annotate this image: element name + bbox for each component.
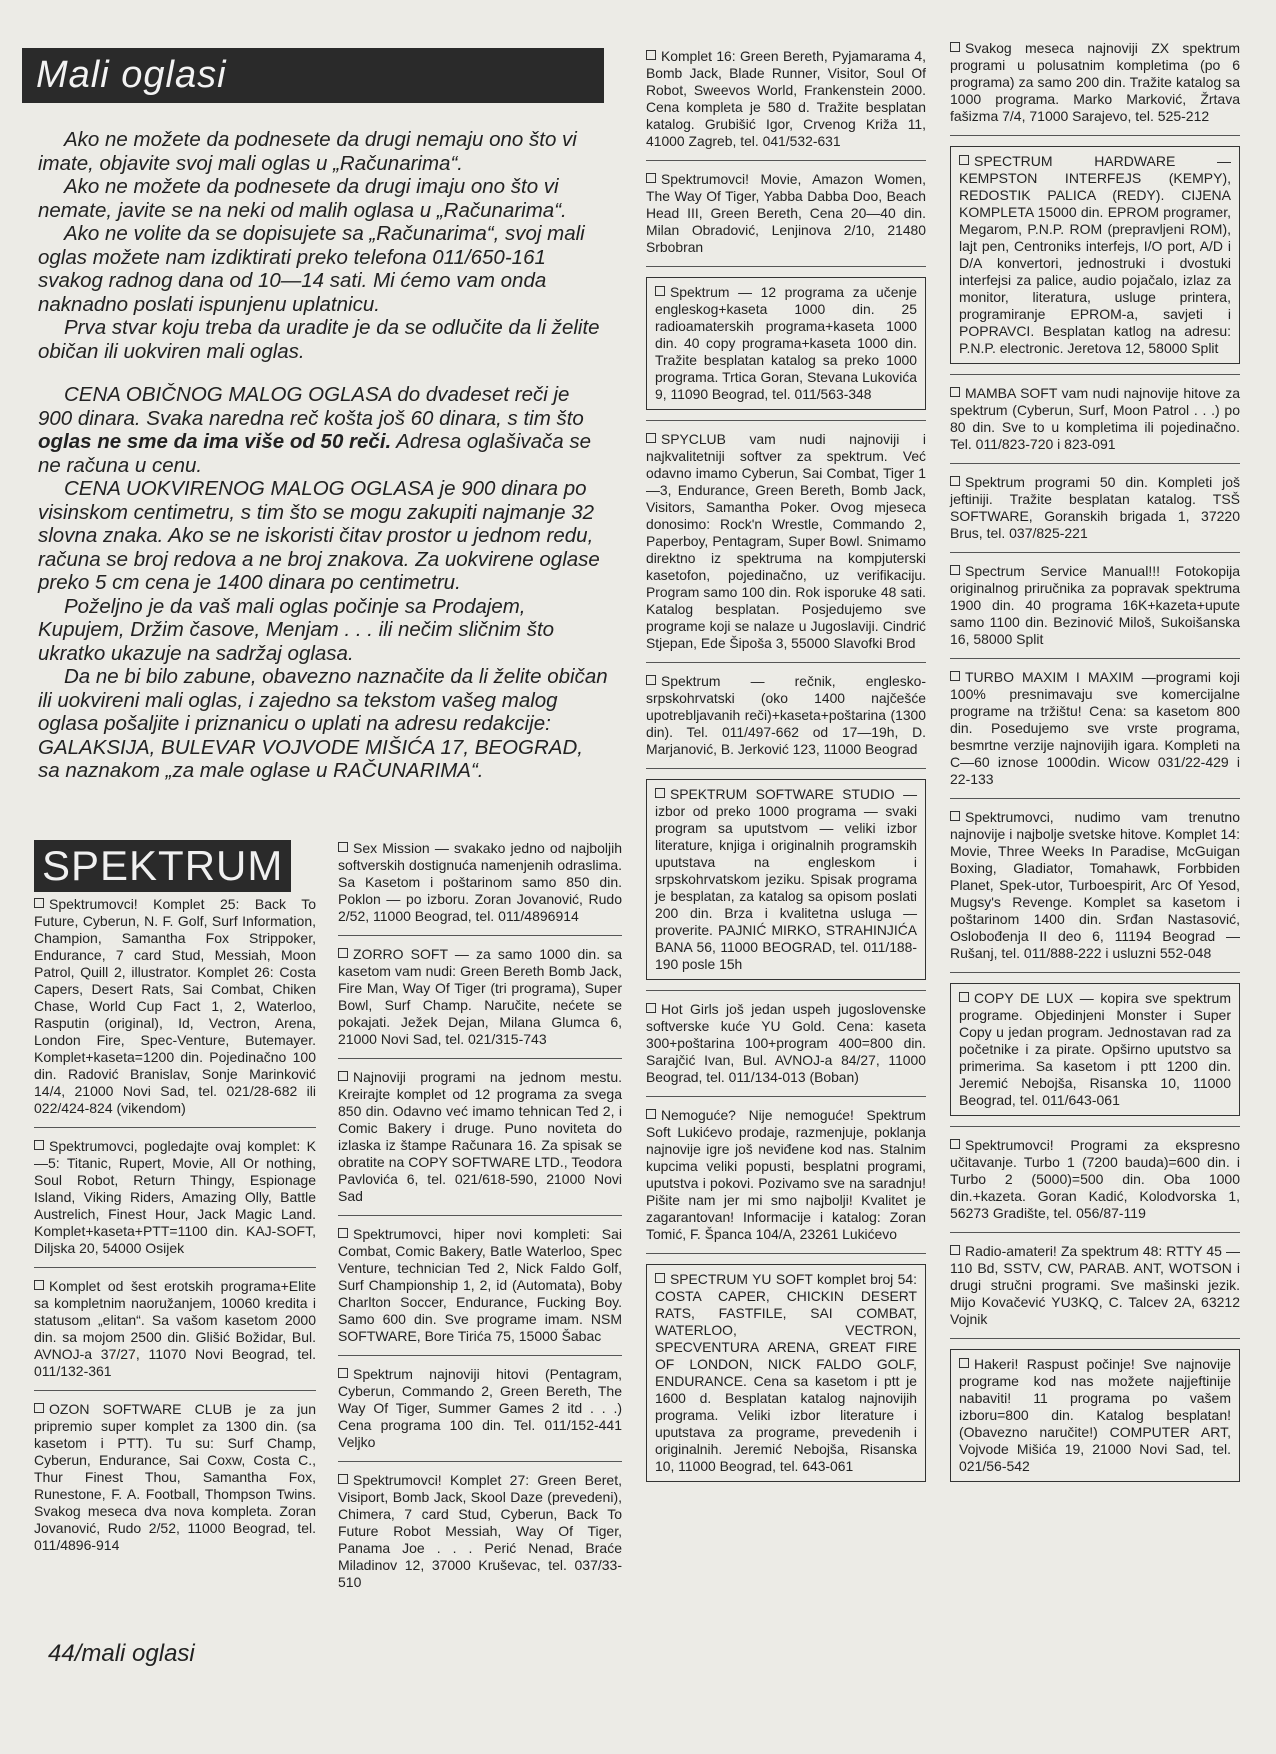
bullet-square-icon <box>338 842 348 852</box>
bullet-square-icon <box>34 1140 44 1150</box>
bullet-square-icon <box>338 1071 348 1081</box>
ad-text: Komplet 16: Green Bereth, Pyjamarama 4, Bomb Jack, Blade Runner, Visitor, Soul Of Robot, Sweevos World, Frankenstein 2000. Cena kompleta je 580 d. Tražite besplatan katalog. Grubišić Igor, Crvenog Križa 11, 41000 Zagreb, tel. 041/532-631 <box>646 48 926 149</box>
classified-ad <box>950 474 1240 542</box>
ad-text: Spektrumovci! Komplet 25: Back To Future, Cyberun, N. F. Golf, Surf Information, Champion, Samantha Fox Strippoker, Endurance, 7 card Stud, Messiah, Moon Patrol, Quill 2, illustrator. Komplet 26: Costa Capers, Desert Rats, Sai Combat, Chiken Chase, World Cup Fact 1, 2, Waterloo, Rasputin (original), Id, Vectron, Arena, London Fire, Spec-Venture, Butemayer. Komplet+kaseta=1200 din. Pojedinačno 100 din. Radović Branislav, Sonje Marinković 14/4, 21000 Novi Sad, tel. 021/28-682 ili 022/424-824 (vikendom) <box>34 896 316 1116</box>
bullet-square-icon <box>646 50 656 60</box>
intro-paragraph: Prva stvar koju treba da uradite je da se odlučite da li želite običan ili uokviren mali oglas. <box>38 316 600 363</box>
bullet-square-icon <box>338 1228 348 1238</box>
ad-text: Hot Girls još jedan uspeh jugoslovenske softverske kuće YU Gold. Cena: kaseta 300+poštarina 100+program 400=800 din. Sarajčić Ivan, Bul. AVNOJ-a 84/27, 11000 Beograd, tel. 011/134-013 (Boban) <box>646 1001 926 1085</box>
ad-text: Spektrum — rečnik, englesko-srpskohrvatski (oko 1400 najčešće upotrebljavanih reči)+kaseta+poštarina (1300 din). Tel. 011/497-662 od 17—19h, D. Marjanović, B. Jerković 123, 11000 Beograd <box>646 673 926 757</box>
bullet-square-icon <box>646 173 656 183</box>
classified-ad-boxed <box>950 983 1240 1116</box>
header-section <box>22 48 604 103</box>
ad-text: SPECTRUM YU SOFT komplet broj 54: COSTA CAPER, CHICKIN DESERT RATS, FASTFILE, SAI COMBAT, WATERLOO, VECTRON, SPECVENTURA ARENA, GREAT FIRE OF LONDON, NICK FALDO GOLF, ENDURANCE. Cena sa kasetom i ptt je 1600 d. Besplatan katalog najnovijih programa. Veliki izbor literature i uputstava za programe, prevedenih i originalnih. Jeremić Nebojša, Risanska 10, 11000 Beograd, tel. 643-061 <box>655 1271 917 1474</box>
bullet-square-icon <box>959 992 969 1002</box>
bullet-square-icon <box>950 671 960 681</box>
bullet-square-icon <box>655 286 665 296</box>
bullet-square-icon <box>338 948 348 958</box>
classified-ad-boxed <box>646 1264 926 1482</box>
ad-divider <box>646 420 926 421</box>
bullet-square-icon <box>950 42 960 52</box>
ad-divider <box>338 1461 622 1462</box>
ad-text: Spektrum programi 50 din. Kompleti još jeftiniji. Tražite besplatan katalog. TSŠ SOFTWARE, Goranskih brigada 1, 37220 Brus, tel. 037/825-221 <box>950 474 1240 541</box>
intro-paragraph: Ako ne možete da podnesete da drugi imaju ono što vi nemate, javite se na neki od malih oglasa u „Računarima“. <box>38 175 567 222</box>
ad-text: Spektrumovci! Komplet 27: Green Beret, Visiport, Bomb Jack, Skool Daze (prevedeni), Chimera, 7 card Stud, Cyberun, Back To Future Robot Messiah, Way Of Tiger, Panama Joe . . . Perić Nenad, Braće Miladinov 12, 37000 Kruševac, tel. 037/33-510 <box>338 1472 622 1590</box>
ad-text: Spektrumovci! Programi za ekspresno učitavanje. Turbo 1 (7200 bauda)=600 din. i Turbo 2 (5000)=500 din. Oba 1000 din.+kazeta. Goran Kadić, Kolodvorska 1, 56273 Gradište, tel. 056/87-119 <box>950 1137 1240 1221</box>
classified-ad <box>950 40 1240 125</box>
classified-ad-boxed <box>646 277 926 410</box>
ad-text: Nemoguće? Nije nemoguće! Spektrum Soft Lukićevo prodaje, razmenjuje, poklanja najnovije igre još neviđene kod nas. Stalnim kupcima veliki popusti, besplatni programi, uputstva i pokovi. Pozivamo sve na saradnju! Pišite nam jer mi smo najbolji! Kvalitet je zagarantovan! Informacije i katalog: Zoran Tomić, F. Španca 104/A, 23261 Lukićevo <box>646 1107 926 1242</box>
ad-divider <box>34 1267 316 1268</box>
intro-paragraph: CENA UOKVIRENOG MALOG OGLASA je 900 dinara po visinskom centimetru, s tim što se mogu zakupiti najmanje 32 slovna znaka. Ako se ne iskoristi čitav prostor u jednom redu, računa se broj redova a ne broj znakova. Za uokvirene oglase preko 5 cm cena je 1400 dinara po centimetru. <box>38 477 600 594</box>
classified-ad <box>950 385 1240 453</box>
intro-paragraph: Poželjno je da vaš mali oglas počinje sa Prodajem, Kupujem, Držim časove, Menjam . . . ili nečim sličnim što ukratko ukazuje na sadržaj oglasa. <box>38 594 555 665</box>
intro-paragraph: Ako ne možete da podnesete da drugi nemaju ono što vi imate, objavite svoj mali oglas u „Računarima“. <box>38 128 577 175</box>
ad-divider <box>646 1253 926 1254</box>
ads-column-1 <box>34 896 316 1554</box>
bullet-square-icon <box>338 1474 348 1484</box>
bullet-square-icon <box>646 1003 656 1013</box>
ad-divider <box>34 1127 316 1128</box>
intro-price-bold: oglas ne sme da ima više od 50 reči. <box>38 430 392 453</box>
bullet-square-icon <box>950 811 960 821</box>
ad-text: Svakog meseca najnoviji ZX spektrum programi u polusatnim kompletima (po 6 programa) za samo 200 din. Tražite katalog sa 1000 programa. Marko Marković, Žrtava fašizma 7/4, 71000 Sarajevo, tel. 525-212 <box>950 40 1240 124</box>
classified-ad <box>646 171 926 256</box>
ad-divider <box>950 972 1240 973</box>
ad-divider <box>646 768 926 769</box>
ad-divider <box>338 1058 622 1059</box>
ad-divider <box>950 798 1240 799</box>
ad-text: Radio-amateri! Za spektrum 48: RTTY 45 — 110 Bd, SSTV, CW, PARAB. ANT, WOTSON i drugi stručni programi. Sve mašinski jezik. Mijo Kovačević YU3KQ, C. Talcev 2A, 63212 Vojnik <box>950 1243 1240 1327</box>
ad-divider <box>646 1096 926 1097</box>
ad-divider <box>338 1215 622 1216</box>
bullet-square-icon <box>950 476 960 486</box>
ad-text: Najnoviji programi na jednom mestu. Kreirajte komplet od 12 programa za svega 850 din. Odavno već imamo tehnican Ted 2, i Comic Bakery i druge. Puno noviteta do izlaska iz štampe Računara 16. Za spisak se obratite na COPY SOFTWARE LTD., Teodora Pavlovića 6, tel. 021/618-590, 21000 Novi Sad <box>338 1069 622 1204</box>
ad-text: Spectrum Service Manual!!! Fotokopija originalnog priručnika za popravak spektruma 1900 din. 40 programa 16K+kazeta+upute samo 1100 din. Bezinović Miloš, Sukoišanska 16, 58000 Split <box>950 563 1240 647</box>
bullet-square-icon <box>646 675 656 685</box>
bullet-square-icon <box>950 565 960 575</box>
page-footer: 44/mali oglasi <box>48 1640 195 1667</box>
ads-column-3 <box>646 48 926 1482</box>
classified-ad <box>338 946 622 1048</box>
ad-text: SPYCLUB vam nudi najnoviji i najkvalitetniji softver za spektrum. Već odavno imamo Cyberun, Sai Combat, Tiger 1—3, Endurance, Green Bereth, Bomb Jack, Visitors, Samantha Poker. Ovog mjeseca donosimo: Rock'n Wrestle, Commando 2, Paperboy, Pentagram, Super Bowl. Snimamo direktno iz spektruma na kompjuterski kasetofon, pojedinačno, uz verifikaciju. Program samo 100 din. Rok isporuke 48 sati. Katalog besplatan. Posjedujemo sve programe koji se nalaze u Jugoslaviji. Cindrić Stjepan, Ede Šipoša 3, 55000 Slavofki Brod <box>646 431 926 651</box>
classified-ad <box>646 1001 926 1086</box>
ad-divider <box>338 935 622 936</box>
ad-divider <box>338 1355 622 1356</box>
classified-ad <box>338 1069 622 1205</box>
ad-text: Sex Mission — svakako jedno od najboljih softverskih dostignuća namenjenih odraslima. Sa Kasetom i poštarinom samo 850 din. Poklon — po izboru. Zoran Jovanović, Rudo 2/52, 11000 Beograd, tel. 011/4896914 <box>338 840 622 924</box>
ad-text: TURBO MAXIM I MAXIM —programi koji 100% presnimavaju sve komercijalne programe na tržištu! Cena: sa kasetom 800 din. Posedujemo sve vrste programa, besmrtne verzije najnovijih igara. Kompleti na C—60 iznose 1000din. Wicow 031/22-429 i 22-133 <box>950 669 1240 787</box>
intro-paragraph: Ako ne volite da se dopisujete sa „Računarima“, svoj mali oglas možete nam izdiktirati preko telefona 011/650-161 svakog radnog dana od 10—14 sati. Mi ćemo vam onda naknadno poslati ispunjenu uplatnicu. <box>38 222 585 316</box>
bullet-square-icon <box>950 1139 960 1149</box>
classified-ad <box>950 669 1240 788</box>
classified-ad <box>338 1366 622 1451</box>
bullet-square-icon <box>655 788 665 798</box>
bullet-square-icon <box>950 1245 960 1255</box>
ad-text: Hakeri! Raspust počinje! Sve najnovije programe kod nas možete najjeftinije nabaviti! 11 programa po vašem izboru=800 din. Katalog besplatan! (Obavezno naručite!) COMPUTER ART, Vojvode Mišića 19, 21000 Novi Sad, tel. 021/56-542 <box>959 1356 1231 1474</box>
bullet-square-icon <box>950 387 960 397</box>
ad-divider <box>646 160 926 161</box>
ad-text: Komplet od šest erotskih programa+Elite sa kompletnim naoružanjem, 10060 kredita i statusom „elitan“. Sa vašom kasetom 2000 din. sa mojom 2500 din. Glišić Božidar, Bul. AVNOJ-a 37/27, 11070 Novi Beograd, tel. 011/132-361 <box>34 1278 316 1379</box>
classified-ad <box>34 1401 316 1554</box>
classified-ad <box>950 1243 1240 1328</box>
ad-divider <box>646 662 926 663</box>
ads-column-4 <box>950 40 1240 1482</box>
ad-divider <box>950 135 1240 136</box>
intro-price-tail: Adresa oglašivača se ne računa u cenu. <box>38 430 592 477</box>
classified-ad <box>34 1138 316 1257</box>
classified-ad-boxed <box>646 779 926 980</box>
ad-text: Spektrum najnoviji hitovi (Pentagram, Cyberun, Commando 2, Green Bereth, The Way Of Tiger, Summer Games 2 itd . . .) Cena programa 100 din. Tel. 011/152-441 Veljko <box>338 1366 622 1450</box>
ad-text: Spektrumovci, hiper novi kompleti: Sai Combat, Comic Bakery, Batle Waterloo, Spec Venture, technician Ted 2, Nick Faldo Golf, Surf Championship 1, 2, id (Automata), Boby Charlton Soccer, Endurance, Fucking Boy. Samo 600 din. Sve programe imam. NSM SOFTWARE, Bore Tirića 75, 15000 Šabac <box>338 1226 622 1344</box>
classified-ad <box>34 896 316 1117</box>
ad-divider <box>950 1232 1240 1233</box>
classified-ad <box>950 563 1240 648</box>
intro-paragraph: Da ne bi bilo zabune, obavezno naznačite da li želite običan ili uokvireni mali oglas, i zajedno sa tekstom vašeg malog oglasa pošaljite i priznanicu o uplati na adresu redakcije: GALAKSIJA, BULEVAR VOJVODE MIŠIĆA 17, BEOGRAD, sa naznakom „za male oglase u RAČUNARIMA“. <box>38 665 608 782</box>
classified-ad <box>950 1137 1240 1222</box>
bullet-square-icon <box>646 1109 656 1119</box>
ad-text: Spektrumovci, nudimo vam trenutno najnovije i najbolje svetske hitove. Komplet 14: Movie, Three Weeks In Paradise, McGuigan Boxing, Gladiator, Tomahawk, Forbbiden Planet, Spek-utor, Turboespirit, Arc Of Yesod, Mugsy's Revenge. Komplet sa kasetom i poštarinom 1400 din. Srđan Nastasović, Oslobođenja II deo 6, 11194 Beograd — Rušanj, tel. 011/888-222 i usluzni 552-048 <box>950 809 1240 961</box>
ad-divider <box>34 1390 316 1391</box>
ad-divider <box>646 990 926 991</box>
ad-divider <box>950 552 1240 553</box>
ad-divider <box>950 658 1240 659</box>
classified-ad <box>646 48 926 150</box>
classified-ad <box>338 840 622 925</box>
ads-column-2 <box>338 840 622 1591</box>
classified-ad-boxed <box>950 1349 1240 1482</box>
ad-divider <box>950 1338 1240 1339</box>
bullet-square-icon <box>646 433 656 443</box>
intro-paragraph-price <box>38 383 608 477</box>
bullet-square-icon <box>959 1358 969 1368</box>
intro-text <box>38 128 608 783</box>
bullet-square-icon <box>959 155 969 165</box>
ad-text: Spektrumovci, pogledajte ovaj komplet: K—5: Titanic, Rupert, Movie, All Or nothing, Soul Robot, Return Thingy, Espionage Island, Viking Riders, Amazing Olly, Battle Austrelich, Finest Hour, Jack Magic Land. Komplet+kaseta+PTT=1100 din. KAJ-SOFT, Diljska 20, 54000 Osijek <box>34 1138 316 1256</box>
ad-divider <box>950 1126 1240 1127</box>
page-title: Mali oglasi <box>22 48 604 103</box>
ad-text: OZON SOFTWARE CLUB je za jun pripremio super komplet za 1300 din. (sa kasetom i PTT). Tu su: Surf Champ, Cyberun, Endurance, Sai Coxw, Costa C., Thur Finest Thou, Samantha Fox, Runestone, F. A. Football, Thompson Twins. Svakog meseca dva nova kompleta. Zoran Jovanović, Rudo 2/52, 11000 Beograd, tel. 011/4896-914 <box>34 1401 316 1553</box>
section-title: SPEKTRUM <box>34 840 291 892</box>
ad-divider <box>646 266 926 267</box>
bullet-square-icon <box>655 1273 665 1283</box>
classified-ad <box>338 1226 622 1345</box>
ad-text: MAMBA SOFT vam nudi najnovije hitove za spektrum (Cyberun, Surf, Moon Patrol . . .) po 80 din. Sve to u kompletima ili pojedinačno. Tel. 011/823-720 i 823-091 <box>950 385 1240 452</box>
classified-ad <box>646 1107 926 1243</box>
classified-ad <box>338 1472 622 1591</box>
classified-ad-boxed <box>950 146 1240 364</box>
intro-price-text: CENA OBIČNOG MALOG OGLASA do dvadeset reči je 900 dinara. Svaka naredna reč košta još 60 dinara, s tim što <box>38 383 584 430</box>
classified-ad <box>646 431 926 652</box>
ad-text: COPY DE LUX — kopira sve spektrum programe. Objedinjeni Monster i Super Copy u jedan program. Jednostavan rad za početnike i za pirate. Opširno uputstvo sa primerima. Sa kasetom i ptt 1200 din. Jeremić Nebojša, Risanska 10, 11000 Beograd, tel. 011/643-061 <box>959 990 1231 1108</box>
classified-ad <box>34 1278 316 1380</box>
bullet-square-icon <box>34 898 44 908</box>
ad-text: SPEKTRUM SOFTWARE STUDIO — izbor od preko 1000 programa — svaki program sa uputstvom — veliki izbor literature, knjiga i originalnih programskih uputstava na engleskom i srpskohrvatskom jeziku. Spisak programa je besplatan, za katalog sa opisom poslati 200 din. Brza i kvalitetna usluga — proverite. PAJNIĆ MIRKO, STRAHINJIĆA BANA 56, 11000 BEOGRAD, tel. 011/188-190 posle 15h <box>655 786 917 972</box>
ad-text: Spektrumovci! Movie, Amazon Women, The Way Of Tiger, Yabba Dabba Doo, Beach Head III, Green Bereth, Cena 20—40 din. Milan Obradović, Lenjinova 2/10, 21480 Srbobran <box>646 171 926 255</box>
bullet-square-icon <box>34 1280 44 1290</box>
classified-ad <box>646 673 926 758</box>
ad-divider <box>950 374 1240 375</box>
classified-ad <box>950 809 1240 962</box>
ad-text: SPECTRUM HARDWARE — KEMPSTON INTERFEJS (KEMPY), REDOSTIK PALICA (REDY). CIJENA KOMPLETA 15000 din. EPROM programer, Megarom, P.N.P. ROM (prepravljeni ROM), lajt pen, Centroniks interfejs, I/O port, A/D i D/A konvertori, jednostruki i dvostuki interfejsi za palice, audio pojačalo, izlaz za monitor, literatura, usluge printera, programiranje EPROM-a, savjeti i POPRAVCI. Besplatan katlog na adresu: P.N.P. electronic. Jeretova 12, 58000 Split <box>959 153 1231 356</box>
ad-divider <box>950 463 1240 464</box>
ad-text: Spektrum — 12 programa za učenje engleskog+kaseta 1000 din. 25 radioamaterskih programa+kaseta 1000 din. 40 copy programa+kaseta 1000 din. Tražite besplatan katalog sa preko 1000 programa. Trtica Goran, Stevana Lukovića 9, 11090 Beograd, tel. 011/563-348 <box>655 284 917 402</box>
bullet-square-icon <box>34 1403 44 1413</box>
bullet-square-icon <box>338 1368 348 1378</box>
ad-text: ZORRO SOFT — za samo 1000 din. sa kasetom vam nudi: Green Bereth Bomb Jack, Fire Man, Way Of Tiger (tri programa), Super Bowl, Surf Champ. Naručite, nećete se pokajati. Ježek Dejan, Milana Glumca 6, 21000 Novi Sad, tel. 021/315-743 <box>338 946 622 1047</box>
section-heading <box>34 840 291 892</box>
